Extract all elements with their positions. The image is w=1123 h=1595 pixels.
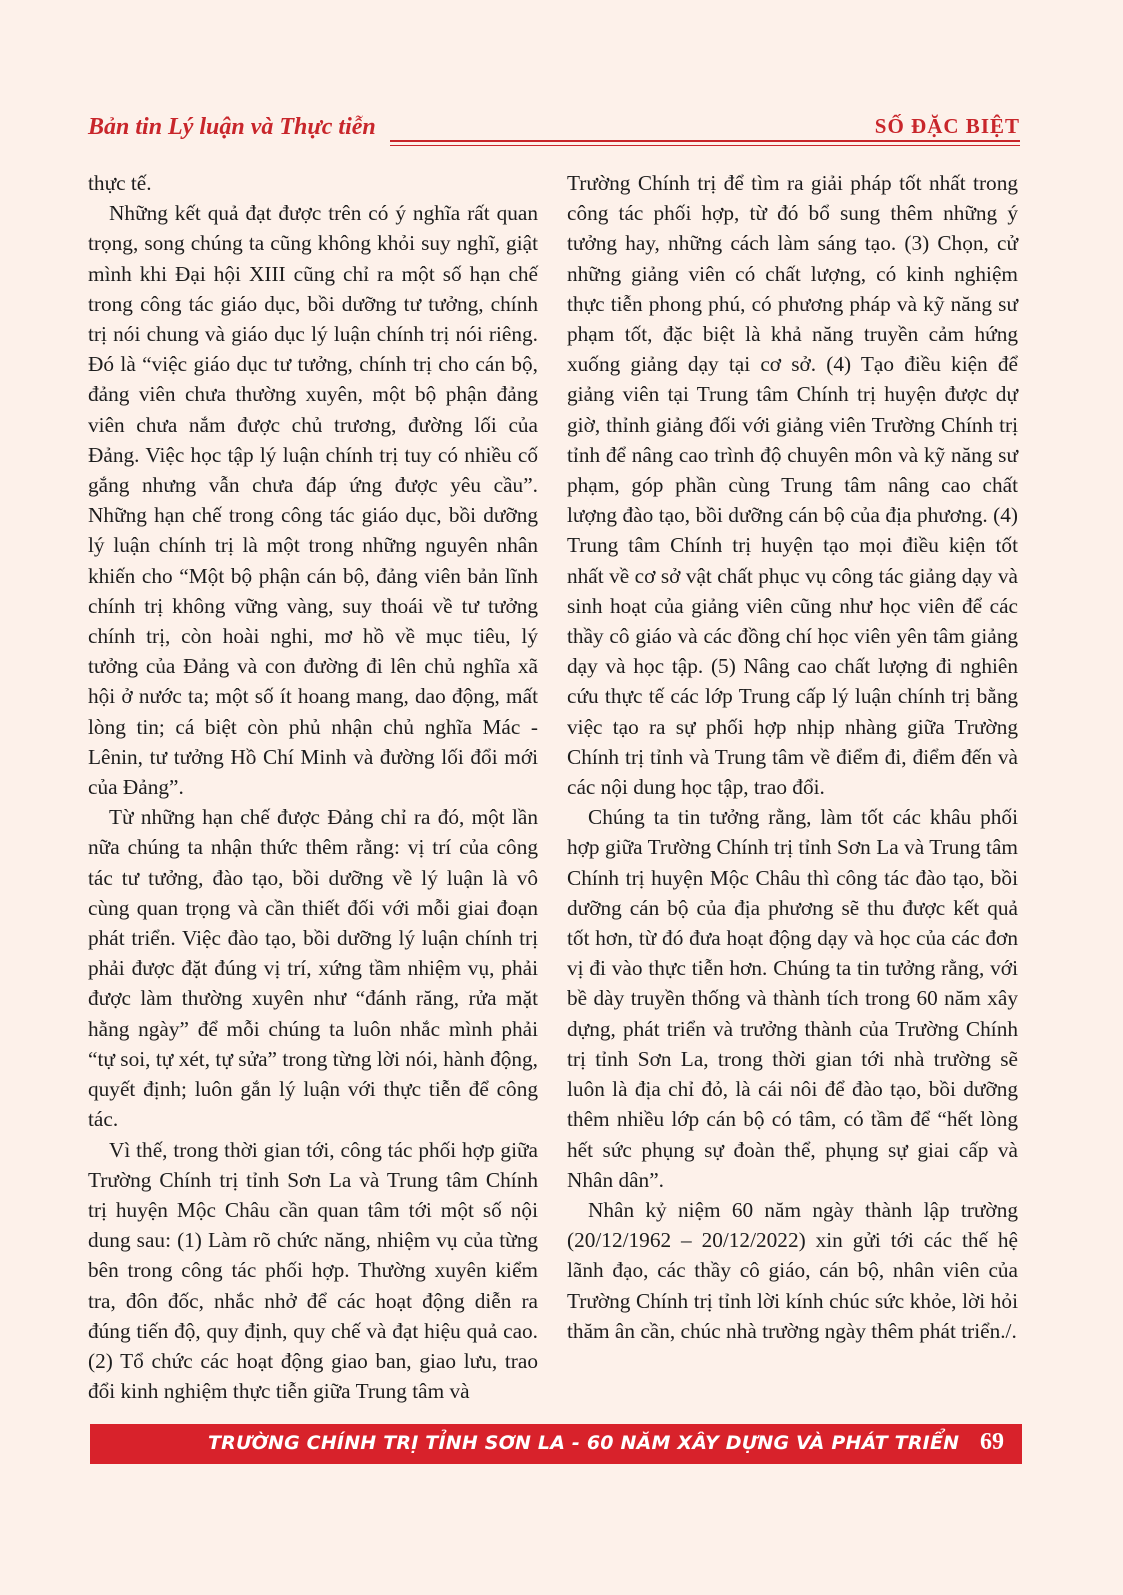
page-number: 69 [980,1429,1004,1455]
issue-label: SỐ ĐẶC BIỆT [874,114,1020,138]
paragraph: thực tế. [88,171,152,195]
header-rule-thin [390,145,1020,146]
right-column [567,168,1018,1346]
paragraph: Trường Chính trị để tìm ra giải pháp tốt nhất trong công tác phối hợp, từ đó bổ sung thêm những ý tưởng hay, những cách làm sáng tạo. (3) Chọn, cử những giảng viên có chất lượng, có kinh nghiệm thực tiễn phong phú, có phương pháp và kỹ năng sư phạm tốt, đặc biệt là khả năng truyền cảm hứng xuống giảng dạy tại cơ sở. (4) Tạo điều kiện để giảng viên tại Trung tâm Chính trị huyện được dự giờ, thỉnh giảng đối với giảng viên Trường Chính trị tỉnh để nâng cao trình độ chuyên môn và kỹ năng sư phạm, góp phần cùng Trung tâm nâng cao chất lượng đào tạo, bồi dưỡng cán bộ của địa phương. (4) Trung tâm Chính trị huyện tạo mọi điều kiện tốt nhất về cơ sở vật chất phục vụ công tác giảng dạy và sinh hoạt của giảng viên cũng như học viên để các thầy cô giáo và các đồng chí học viên yên tâm giảng dạy và học tập. (5) Nâng cao chất lượng đi nghiên cứu thực tế các lớp Trung cấp lý luận chính trị bằng việc tạo ra sự phối hợp nhịp nhàng giữa Trường Chính trị tỉnh và Trung tâm về điểm đi, điểm đến và các nội dung học tập, trao đổi. [567,171,1018,800]
footer-title: TRƯỜNG CHÍNH TRỊ TỈNH SƠN LA - 60 NĂM XÂY DỰNG VÀ PHÁT TRIỂN [208,1432,960,1454]
left-column [88,168,538,1406]
paragraph: Những kết quả đạt được trên có ý nghĩa rất quan trọng, song chúng ta cũng không khỏi suy nghĩ, giật mình khi Đại hội XIII cũng chỉ ra một số hạn chế trong công tác giáo dục, bồi dưỡng tư tưởng, chính trị nói chung và giáo dục lý luận chính trị nói riêng. Đó là “việc giáo dục tư tưởng, chính trị cho cán bộ, đảng viên chưa thường xuyên, một bộ phận đảng viên chưa nắm được chủ trương, đường lối của Đảng. Việc học tập lý luận chính trị tuy có nhiều cố gắng nhưng vẫn chưa đáp ứng được yêu cầu”. Những hạn chế trong công tác giáo dục, bồi dưỡng lý luận chính trị là một trong những nguyên nhân khiến cho “Một bộ phận cán bộ, đảng viên bản lĩnh chính trị không vững vàng, suy thoái về tư tưởng chính trị, còn hoài nghi, mơ hồ về mục tiêu, lý tưởng của Đảng và con đường đi lên chủ nghĩa xã hội ở nước ta; một số ít hoang mang, dao động, mất lòng tin; cá biệt còn phủ nhận chủ nghĩa Mác - Lênin, tư tưởng Hồ Chí Minh và đường lối đổi mới của Đảng”. [88,201,538,800]
header-rule [390,140,1020,142]
paragraph: Từ những hạn chế được Đảng chỉ ra đó, một lần nữa chúng ta nhận thức thêm rằng: vị trí của công tác tư tưởng, đào tạo, bồi dưỡng về lý luận là vô cùng quan trọng và cần thiết đối với mỗi giai đoạn phát triển. Việc đào tạo, bồi dưỡng lý luận chính trị phải được đặt đúng vị trí, xứng tầm nhiệm vụ, phải được làm thường xuyên như “đánh răng, rửa mặt hằng ngày” để mỗi chúng ta luôn nhắc mình phải “tự soi, tự xét, tự sửa” trong từng lời nói, hành động, quyết định; luôn gắn lý luận với thực tiễn để công tác. [88,805,538,1132]
publication-title: Bản tin Lý luận và Thực tiễn [88,114,376,140]
page-header [88,112,1020,152]
paragraph: Nhân kỷ niệm 60 năm ngày thành lập trường (20/12/1962 – 20/12/2022) xin gửi tới các thế hệ lãnh đạo, các thầy cô giáo, cán bộ, nhân viên của Trường Chính trị tỉnh lời kính chúc sức khỏe, lời hỏi thăm ân cần, chúc nhà trường ngày thêm phát triển./. [567,1197,1018,1343]
footer-bar [90,1424,1022,1464]
paragraph: Vì thế, trong thời gian tới, công tác phối hợp giữa Trường Chính trị tỉnh Sơn La và Trung tâm Chính trị huyện Mộc Châu cần quan tâm tới một số nội dung sau: (1) Làm rõ chức năng, nhiệm vụ của từng bên trong công tác phối hợp. Thường xuyên kiểm tra, đôn đốc, nhắc nhở để các hoạt động diễn ra đúng tiến độ, quy định, quy chế và đạt hiệu quả cao. (2) Tổ chức các hoạt động giao ban, giao lưu, trao đổi kinh nghiệm thực tiễn giữa Trung tâm và [88,1137,538,1404]
paragraph: Chúng ta tin tưởng rằng, làm tốt các khâu phối hợp giữa Trường Chính trị tỉnh Sơn La và Trung tâm Chính trị huyện Mộc Châu thì công tác đào tạo, bồi dưỡng cán bộ của địa phương sẽ thu được kết quả tốt hơn, từ đó đưa hoạt động dạy và học của các đơn vị đi vào thực tiễn hơn. Chúng ta tin tưởng rằng, với bề dày truyền thống và thành tích trong 60 năm xây dựng, phát triển và trưởng thành của Trường Chính trị tỉnh Sơn La, trong thời gian tới nhà trường sẽ luôn là địa chỉ đỏ, là cái nôi để đào tạo, bồi dưỡng thêm nhiều lớp cán bộ có tâm, có tầm để “hết lòng hết sức phụng sự đoàn thể, phụng sự giai cấp và Nhân dân”. [567,805,1018,1192]
